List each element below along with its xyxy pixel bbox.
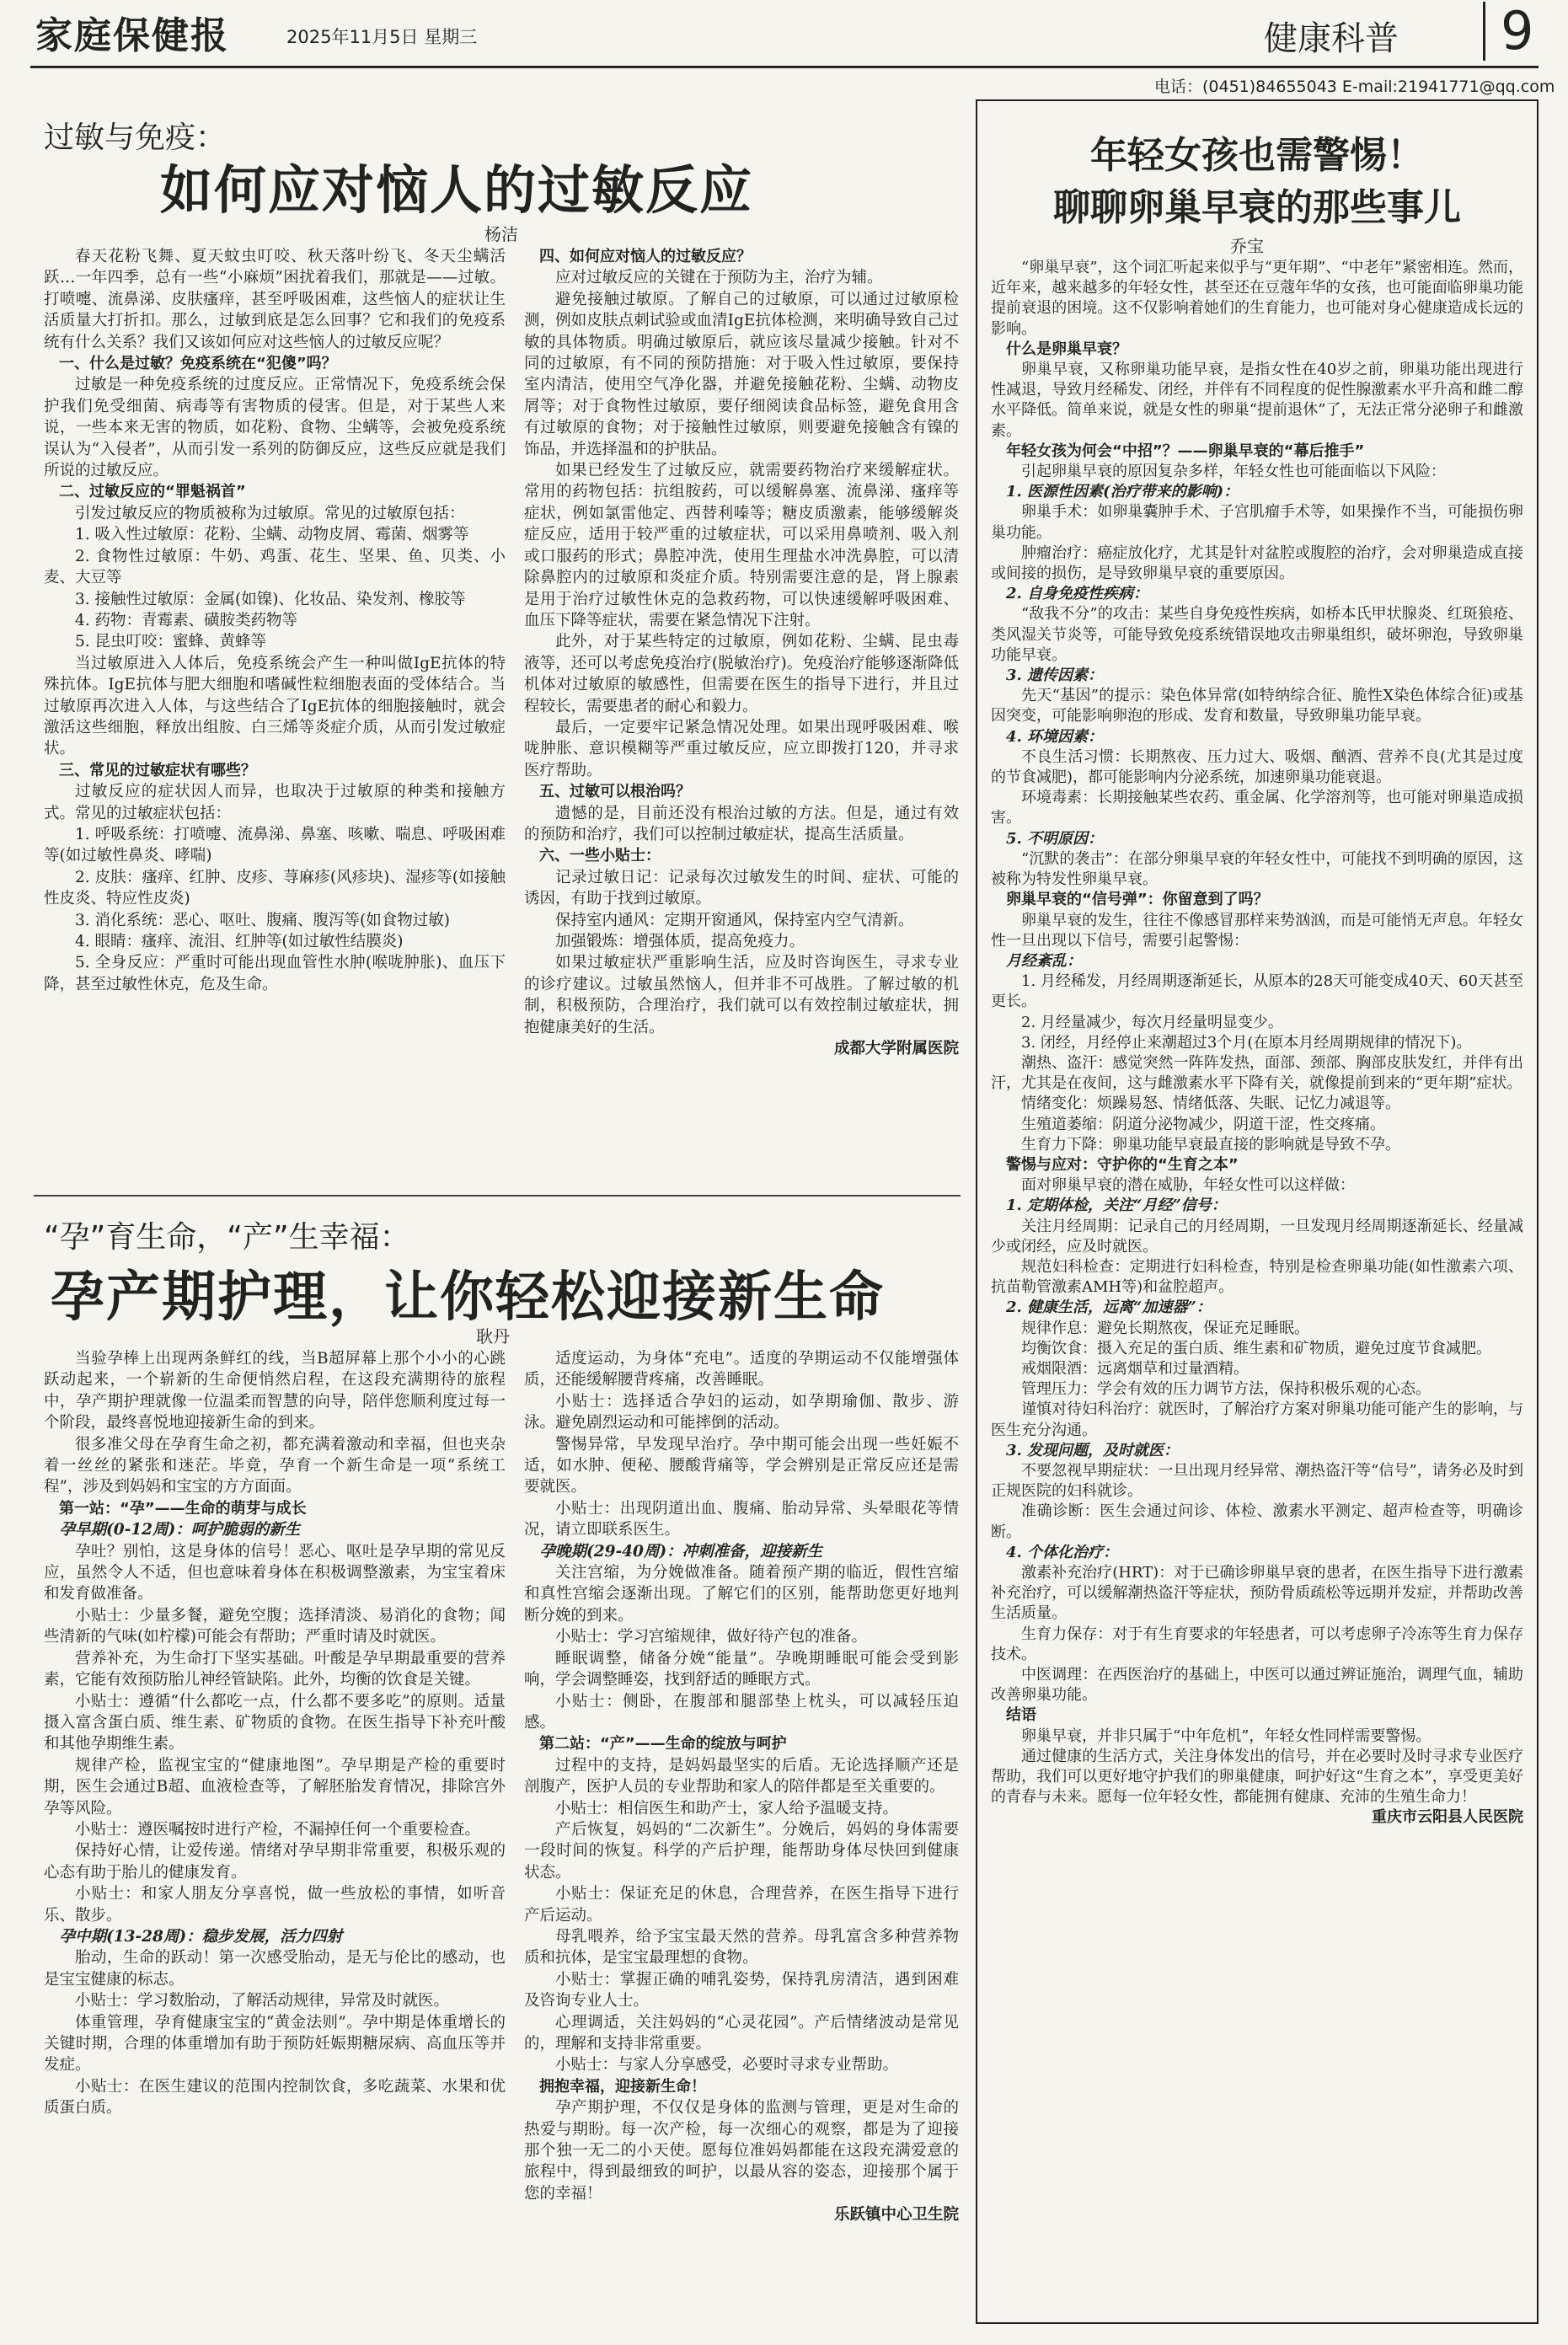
paragraph: 环境毒素：长期接触某些农药、重金属、化学溶剂等，也可能对卵巢造成损害。 xyxy=(991,789,1523,827)
paragraph: 2. 健康生活，远离“加速器”： xyxy=(1006,1298,1212,1317)
paragraph: 小贴士：与家人分享感受，必要时寻求专业帮助。 xyxy=(555,2056,899,2075)
paragraph: 小贴士：学习宫缩规律，做好待产包的准备。 xyxy=(555,1628,868,1646)
paragraph: 小贴士：出现阴道出血、腹痛、胎动异常、头晕眼花等情况，请立即联系医生。 xyxy=(524,1499,959,1539)
paragraph: 引发过敏反应的物质被称为过敏原。常见的过敏原包括： xyxy=(75,504,465,522)
paragraph: 关注月经周期：记录自己的月经周期，一旦发现月经周期逐渐延长、经量减少或闭经，应及时就医。 xyxy=(991,1217,1523,1255)
paragraph: 卵巢早衰的“信号弹”：你留意到了吗？ xyxy=(1006,891,1269,909)
paragraph: 3. 发现问题，及时就医： xyxy=(1006,1441,1180,1459)
article3-title-line1: 年轻女孩也需警惕！ xyxy=(1090,134,1424,177)
paragraph: 5. 全身反应：严重时可能出现血管性水肿(喉咙肿胀)、血压下降，甚至过敏性休克，危及生命。 xyxy=(44,954,506,993)
paragraph: 什么是卵巢早衰？ xyxy=(1006,340,1127,358)
paragraph: 2. 自身免疫性疾病： xyxy=(1006,585,1149,603)
paragraph: 当验孕棒上出现两条鲜红的线，当B超屏幕上那个小小的心跳跃动起来，一个崭新的生命便悄然启程，在这段充满期待的旅程中，孕产期护理就像一位温柔而智慧的向导，陪伴您顺利度过每一个阶段，最终喜悦地迎接新生命的到来。 xyxy=(44,1350,506,1432)
paragraph: 如果过敏症状严重影响生活，应及时咨询医生，寻求专业的诊疗建议。过敏虽然恼人，但并非不可战胜。了解过敏的机制，积极预防，合理治疗，我们就可以有效控制过敏症状，拥抱健康美好的生活。 xyxy=(524,954,959,1036)
article2-column-1 xyxy=(44,1348,506,2326)
paragraph: 面对卵巢早衰的潜在威胁，年轻女性可以这样做： xyxy=(1021,1176,1355,1195)
paragraph: 生育力保存：对于有生育要求的年轻患者，可以考虑卵子冷冻等生育力保存技术。 xyxy=(991,1625,1523,1663)
paragraph: 小贴士：选择适合孕妇的运动，如孕期瑜伽、散步、游泳。避免剧烈运动和可能摔倒的活动。 xyxy=(524,1392,959,1432)
paragraph: 孕吐？别怕，这是身体的信号！恶心、呕吐是孕早期的常见反应，虽然令人不适，但也意味着身体在积极调整激素，为宝宝着床和发育做准备。 xyxy=(44,1542,506,1603)
paragraph: 成都大学附属医院 xyxy=(833,1040,959,1058)
section-divider xyxy=(34,1195,961,1197)
paragraph: 母乳喂养，给予宝宝最天然的营养。母乳富含多种营养物质和抗体，是宝宝最理想的食物。 xyxy=(524,1927,959,1968)
paragraph: 春天花粉飞舞、夏天蚊虫叮咬、秋天落叶纷飞、冬天尘螨活跃…一年四季，总有一些“小麻烦”困扰着我们，那就是——过敏。打喷嚏、流鼻涕、皮肤瘙痒，甚至呼吸困难，这些恼人的症状让生活质量大打折扣。那么，过敏到底是怎么回事？它和我们的免疫系统有什么关系？我们又该如何应对这些恼人的过敏反应呢？ xyxy=(44,248,506,351)
paragraph: 卵巢早衰，又称卵巢功能早衰，是指女性在40岁之前，卵巢功能出现进行性减退，导致月经稀发、闭经，并伴有不同程度的促性腺激素水平升高和雌二醇水平降低。简单来说，就是女性的卵巢“提前退休”了，无法正常分泌卵子和雌激素。 xyxy=(991,361,1523,440)
paragraph: 孕产期护理，不仅仅是身体的监测与管理，更是对生命的热爱与期盼。每一次产检，每一次细心的观察，都是为了迎接那个独一无二的小天使。愿每位准妈妈都能在这段充满爱意的旅程中，得到最细致的呵护，以最从容的姿态，迎接那个属于您的幸福！ xyxy=(524,2099,959,2203)
paragraph: 生育力下降：卵巢功能早衰最直接的影响就是导致不孕。 xyxy=(1021,1135,1400,1154)
paragraph: 小贴士：保证充足的休息，合理营养，在医生指导下进行产后运动。 xyxy=(524,1885,959,1925)
paragraph: 拥抱幸福，迎接新生命！ xyxy=(539,2077,706,2096)
paragraph: 规律产检，监视宝宝的“健康地图”。孕早期是产检的重要时期，医生会通过B超、血液检查等，了解胚胎发育情况，排除宫外孕等风险。 xyxy=(44,1756,506,1818)
paragraph: 潮热、盗汗：感觉突然一阵阵发热，面部、颈部、胸部皮肤发红，并伴有出汗，尤其是在夜间，这与雌激素水平下降有关，就像提前到来的“更年期”症状。 xyxy=(991,1053,1523,1093)
article1-column-2 xyxy=(524,246,959,1183)
paragraph: 5. 不明原因： xyxy=(1006,829,1104,848)
paragraph: 四、如何应对恼人的过敏反应？ xyxy=(539,248,752,265)
paragraph: 1. 呼吸系统：打喷嚏、流鼻涕、鼻塞、咳嗽、喘息、呼吸困难等(如过敏性鼻炎、哮喘) xyxy=(44,825,506,865)
paragraph: 如果已经发生了过敏反应，就需要药物治疗来缓解症状。常用的药物包括：抗组胺药，可以缓解鼻塞、流鼻涕、瘙痒等症状，例如氯雷他定、西替利嗪等；糖皮质激素，能够缓解炎症反应，适用于较严重的过敏症状，可以采用鼻喷剂、吸入剂或口服药的形式；鼻腔冲洗，使用生理盐水冲洗鼻腔，可以清除鼻腔内的过敏原和炎症介质。特别需要注意的是，肾上腺素是用于治疗过敏性休克的急救药物，可以快速缓解呼吸困难、血压下降等症状，需要在紧急情况下注射。 xyxy=(524,462,959,629)
paragraph: 胎动，生命的跃动！第一次感受胎动，是无与伦比的感动，也是宝宝健康的标志。 xyxy=(44,1949,506,1989)
paragraph: 年轻女孩为何会“中招”？——卵巢早衰的“幕后推手” xyxy=(1006,442,1365,460)
article2-column-2 xyxy=(524,1348,959,2326)
paragraph: 生殖道萎缩：阴道分泌物减少，阴道干涩，性交疼痛。 xyxy=(1021,1115,1385,1133)
paragraph: 卵巢早衰，并非只属于“中年危机”，年轻女性同样需要警惕。 xyxy=(1021,1727,1432,1745)
paragraph: 五、过敏可以根治吗？ xyxy=(539,783,691,801)
paragraph: 警惕与应对：守护你的“生育之本” xyxy=(1006,1155,1239,1174)
paragraph: 1. 吸入性过敏原：花粉、尘螨、动物皮屑、霉菌、烟雾等 xyxy=(75,526,469,544)
paragraph: 1. 医源性因素(治疗带来的影响)： xyxy=(1006,483,1239,501)
article1-title: 如何应对恼人的过敏反应 xyxy=(160,159,754,221)
paragraph: 激素补充治疗(HRT)：对于已确诊卵巢早衰的患者，在医生指导下进行激素补充治疗，可以缓解潮热盗汗等症状，预防骨质疏松等远期并发症，并帮助改善生活质量。 xyxy=(991,1564,1523,1623)
paragraph: 应对过敏反应的关键在于预防为主，治疗为辅。 xyxy=(555,269,883,287)
paragraph: 遗憾的是，目前还没有根治过敏的方法。但是，通过有效的预防和治疗，我们可以控制过敏症状，提高生活质量。 xyxy=(524,804,959,843)
paragraph: 管理压力：学会有效的压力调节方法，保持积极乐观的心态。 xyxy=(1021,1380,1431,1399)
paragraph: 5. 昆虫叮咬：蜜蜂、黄蜂等 xyxy=(75,633,267,651)
paragraph: 谨慎对待妇科治疗：就医时，了解治疗方案对卵巢功能可能产生的影响，与医生充分沟通。 xyxy=(991,1400,1523,1439)
paragraph: 3. 接触性过敏原：金属(如镍)、化妆品、染发剂、橡胶等 xyxy=(75,590,466,608)
paragraph: 此外，对于某些特定的过敏原，例如花粉、尘螨、昆虫毒液等，还可以考虑免疫治疗(脱敏治疗)。免疫治疗能够逐渐降低机体对过敏原的敏感性，但需要在医生的指导下进行，并且过程较长，需要患者的耐心和毅力。 xyxy=(524,633,959,715)
paragraph: 孕中期(13-28周)：稳步发展，活力四射 xyxy=(59,1927,343,1946)
paragraph: 过敏是一种免疫系统的过度反应。正常情况下，免疫系统会保护我们免受细菌、病毒等有害物质的侵害。但是，对于某些人来说，一些本来无害的物质，如花粉、食物、尘螨等，会被免疫系统误认为“入侵者”，从而引发一系列的防御反应，这些反应就是我们所说的过敏反应。 xyxy=(44,376,506,480)
article3-column xyxy=(991,258,1523,2314)
paragraph: 第二站：“产”——生命的绽放与呵护 xyxy=(539,1735,787,1753)
paragraph: 通过健康的生活方式，关注身体发出的信号，并在必要时及时寻求专业医疗帮助，我们可以更好地守护我们的卵巢健康，呵护好这“生育之本”，享受更美好的青春与未来。愿每一位年轻女性，都能拥有健康、充沛的生殖生命力！ xyxy=(991,1747,1523,1807)
article3-title-line2: 聊聊卵巢早衰的那些事儿 xyxy=(1053,186,1461,229)
paragraph: 很多准父母在孕育生命之初，都充满着激动和幸福，但也夹杂着一丝丝的紧张和迷茫。毕竟，孕育一个新生命是一项“系统工程”，涉及到妈妈和宝宝的方方面面。 xyxy=(44,1435,506,1496)
paragraph: 营养补充，为生命打下坚实基础。叶酸是孕早期最重要的营养素，它能有效预防胎儿神经管缺陷。此外，均衡的饮食是关键。 xyxy=(44,1649,506,1689)
paragraph: 2. 月经量减少，每次月经量明显变少。 xyxy=(1021,1013,1283,1031)
paragraph: 2. 皮肤：瘙痒、红肿、皮疹、荨麻疹(风疹块)、湿疹等(如接触性皮炎、特应性皮炎) xyxy=(44,868,506,908)
section-title: 健康科普 xyxy=(1264,19,1399,58)
paragraph: 规范妇科检查：定期进行妇科检查，特别是检查卵巢功能(如性激素六项、抗苗勒管激素AMH等)和盆腔超声。 xyxy=(991,1257,1523,1297)
paragraph: 记录过敏日记：记录每次过敏发生的时间、症状、可能的诱因，有助于找到过敏原。 xyxy=(524,868,959,908)
paragraph: 适度运动，为身体“充电”。适度的孕期运动不仅能增强体质，还能缓解腰背疼痛，改善睡眠。 xyxy=(524,1350,959,1389)
paragraph: 2. 食物性过敏原：牛奶、鸡蛋、花生、坚果、鱼、贝类、小麦、大豆等 xyxy=(44,547,506,587)
paragraph: 均衡饮食：摄入充足的蛋白质、维生素和矿物质，避免过度节食减肥。 xyxy=(1021,1339,1491,1357)
paragraph: 小贴士：侧卧，在腹部和腿部垫上枕头，可以减轻压迫感。 xyxy=(524,1692,959,1732)
paragraph: 孕晚期(29-40周)：冲刺准备，迎接新生 xyxy=(539,1542,823,1561)
article2-kicker: “孕”育生命，“产”生幸福： xyxy=(44,1220,410,1255)
paragraph: 小贴士：在医生建议的范围内控制饮食，多吃蔬菜、水果和优质蛋白质。 xyxy=(44,2077,506,2117)
paragraph: 3. 消化系统：恶心、呕吐、腹痛、腹泻等(如食物过敏) xyxy=(75,911,450,929)
paragraph: 加强锻炼：增强体质，提高免疫力。 xyxy=(555,933,805,950)
paragraph: 保持室内通风：定期开窗通风，保持室内空气清新。 xyxy=(555,911,914,929)
paragraph: 小贴士：学习数胎动，了解活动规律，异常及时就医。 xyxy=(75,1992,450,2010)
paragraph: 三、常见的过敏症状有哪些？ xyxy=(59,761,256,779)
paragraph: 戒烟限酒：远离烟草和过量酒精。 xyxy=(1021,1359,1249,1378)
paragraph: “沉默的袭击”：在部分卵巢早衰的年轻女性中，可能找不到明确的原因，这被称为特发性卵巢早衰。 xyxy=(991,849,1523,889)
paragraph: 月经紊乱： xyxy=(1006,951,1082,970)
paragraph: 六、一些小贴士： xyxy=(539,847,661,865)
paragraph: 产后恢复，妈妈的“二次新生”。分娩后，妈妈的身体需要一段时间的恢复。科学的产后护理，能帮助身体尽快回到健康状态。 xyxy=(524,1820,959,1882)
issue-date: 2025年11月5日 星期三 xyxy=(286,27,478,47)
paragraph: 不要忽视早期症状：一旦出现月经异常、潮热盗汗等“信号”，请务必及时到正规医院的妇科就诊。 xyxy=(991,1461,1523,1501)
paragraph: 小贴士：相信医生和助产士，家人给予温暖支持。 xyxy=(555,1799,899,1818)
paragraph: 乐跃镇中心卫生院 xyxy=(833,2206,959,2225)
article2-title: 孕产期护理，让你轻松迎接新生命 xyxy=(51,1266,885,1329)
paragraph: “敌我不分”的攻击：某些自身免疫性疾病，如桥本氏甲状腺炎、红斑狼疮、类风湿关节炎等，可能导致免疫系统错误地攻击卵巢组织，破坏卵泡，导致卵巢功能早衰。 xyxy=(991,605,1523,664)
paragraph: 孕早期(0-12周)：呵护脆弱的新生 xyxy=(59,1521,301,1539)
paragraph: 卵巢手术：如卵巢囊肿手术、子宫肌瘤手术等，如果操作不当，可能损伤卵巢功能。 xyxy=(991,503,1523,542)
paragraph: 二、过敏反应的“罪魁祸首” xyxy=(59,483,246,501)
paragraph: 当过敏原进入人体后，免疫系统会产生一种叫做IgE抗体的特殊抗体。IgE抗体与肥大细胞和嗜碱性粒细胞表面的受体结合。当过敏原再次进入人体，与这些结合了IgE抗体的细胞接触时，就会激活这些细胞，释放出组胺、白三烯等炎症介质，从而引发过敏症状。 xyxy=(44,654,506,758)
paragraph: 保持好心情，让爱传递。情绪对孕早期非常重要，积极乐观的心态有助于胎儿的健康发育。 xyxy=(44,1842,506,1882)
paragraph: 4. 环境因素： xyxy=(1006,727,1104,746)
article1-author: 杨洁 xyxy=(484,224,518,244)
paragraph: 1. 月经稀发，月经周期逐渐延长，从原本的28天可能变成40天、60天甚至更长。 xyxy=(991,972,1523,1011)
paragraph: 小贴士：和家人朋友分享喜悦，做一些放松的事情，如听音乐、散步。 xyxy=(44,1885,506,1925)
paragraph: 卵巢早衰的发生，往往不像感冒那样来势汹汹，而是可能悄无声息。年轻女性一旦出现以下信号，需要引起警惕： xyxy=(991,911,1523,950)
header-rule xyxy=(30,66,1539,68)
paragraph: 4. 个体化治疗： xyxy=(1006,1543,1119,1561)
article1-kicker: 过敏与免疫： xyxy=(44,120,227,155)
contact-info: 电话：(0451)84655043 E-mail:21941771@qq.com xyxy=(1154,78,1555,96)
paragraph: 引起卵巢早衰的原因复杂多样，年轻女性也可能面临以下风险： xyxy=(1021,463,1446,481)
paragraph: 警惕异常，早发现早治疗。孕中期可能会出现一些妊娠不适，如水肿、便秘、腰酸背痛等，学会辨别是正常反应还是需要就医。 xyxy=(524,1435,959,1496)
paragraph: 小贴士：少量多餐，避免空腹；选择清淡、易消化的食物；闻些清新的气味(如柠檬)可能会有帮助；严重时请及时就医。 xyxy=(44,1606,506,1646)
paragraph: 心理调适，关注妈妈的“心灵花园”。产后情绪波动是常见的，理解和支持非常重要。 xyxy=(524,2013,959,2053)
paragraph: 关注宫缩，为分娩做准备。随着预产期的临近，假性宫缩和真性宫缩会逐渐出现。了解它们的区别，能帮助您更好地判断分娩的到来。 xyxy=(524,1564,959,1625)
article2-author: 耿丹 xyxy=(476,1326,510,1347)
paragraph: 规律作息：避免长期熬夜，保证充足睡眠。 xyxy=(1021,1319,1309,1337)
article3-author: 乔宝 xyxy=(1230,236,1264,256)
paragraph: 第一站：“孕”——生命的萌芽与成长 xyxy=(59,1499,307,1518)
paragraph: 先天“基因”的提示：染色体异常(如特纳综合征、脆性X染色体综合征)或基因突变，可能影响卵泡的形成、发育和数量，导致卵巢功能早衰。 xyxy=(991,687,1523,725)
paragraph: 3. 遗传因素： xyxy=(1006,667,1104,685)
paragraph: 3. 闭经，月经停止来潮超过3个月(在原本月经周期规律的情况下)。 xyxy=(1021,1033,1472,1052)
paragraph: 结语 xyxy=(1006,1706,1036,1725)
paragraph: 最后，一定要牢记紧急情况处理。如果出现呼吸困难、喉咙肿胀、意识模糊等严重过敏反应，应立即拨打120，并寻求医疗帮助。 xyxy=(524,718,959,779)
paper-name: 家庭保健报 xyxy=(35,14,229,57)
paragraph: 过程中的支持，是妈妈最坚实的后盾。无论选择顺产还是剖腹产，医护人员的专业帮助和家人的陪伴都是至关重要的。 xyxy=(524,1756,959,1796)
paragraph: 睡眠调整，储备分娩“能量”。孕晚期睡眠可能会受到影响，学会调整睡姿，找到舒适的睡眠方式。 xyxy=(524,1649,959,1689)
paragraph: 体重管理，孕育健康宝宝的“黄金法则”。孕中期是体重增长的关键时期，合理的体重增加有助于预防妊娠期糖尿病、高血压等并发症。 xyxy=(44,2013,506,2075)
page-number: 9 xyxy=(1483,2,1533,61)
paragraph: 重庆市云阳县人民医院 xyxy=(1372,1808,1523,1827)
paragraph: 肿瘤治疗：癌症放化疗，尤其是针对盆腔或腹腔的治疗，会对卵巢造成直接或间接的损伤，是导致卵巢早衰的重要原因。 xyxy=(991,543,1523,583)
paragraph: 4. 眼睛：瘙痒、流泪、红肿等(如过敏性结膜炎) xyxy=(75,933,404,950)
paragraph: 4. 药物：青霉素、磺胺类药物等 xyxy=(75,611,298,629)
paragraph: 情绪变化：烦躁易怒、情绪低落、失眠、记忆力减退等。 xyxy=(1021,1095,1400,1113)
article1-column-1 xyxy=(44,246,506,1183)
paragraph: 小贴士：遵医嘱按时进行产检，不漏掉任何一个重要检查。 xyxy=(75,1820,481,1839)
paragraph: 不良生活习惯：长期熬夜、压力过大、吸烟、酗酒、营养不良(尤其是过度的节食减肥)，都可能影响内分泌系统，加速卵巢功能衰退。 xyxy=(991,747,1523,787)
paragraph: 过敏反应的症状因人而异，也取决于过敏原的种类和接触方式。常见的过敏症状包括： xyxy=(44,783,506,822)
paragraph: 小贴士：遵循“什么都吃一点，什么都不要多吃”的原则。适量摄入富含蛋白质、维生素、矿物质的食物。在医生指导下补充叶酸和其他孕期维生素。 xyxy=(44,1692,506,1753)
paragraph: 小贴士：掌握正确的哺乳姿势，保持乳房清洁，遇到困难及咨询专业人士。 xyxy=(524,1970,959,2010)
paragraph: 中医调理：在西医治疗的基础上，中医可以通过辨证施治，调理气血，辅助改善卵巢功能。 xyxy=(991,1666,1523,1705)
paragraph: “卵巢早衰”，这个词汇听起来似乎与“更年期”、“中老年”紧密相连。然而，近年来，越来越多的年轻女性，甚至还在豆蔻年华的女孩，也可能面临卵巢功能提前衰退的困境。这不仅影响着她们的生育能力，也可能对身心健康造成长远的影响。 xyxy=(991,259,1523,338)
paragraph: 1. 定期体检，关注“月经”信号： xyxy=(1006,1197,1227,1215)
paragraph: 避免接触过敏原。了解自己的过敏原，可以通过过敏原检测，例如皮肤点刺试验或血清IgE抗体检测，来明确导致自己过敏的具体物质。明确过敏原后，就应该尽量减少接触。针对不同的过敏原，有不同的预防措施：对于吸入性过敏原，要保持室内清洁，使用空气净化器，并避免接触花粉、尘螨、动物皮屑等；对于食物性过敏原，要仔细阅读食品标签，避免食用含有过敏原的食物；对于接触性过敏原，则要避免接触含有镍的饰品，并选择温和的护肤品。 xyxy=(524,290,959,458)
paragraph: 一、什么是过敏？免疫系统在“犯傻”吗？ xyxy=(59,355,337,373)
paragraph: 准确诊断：医生会通过问诊、体检、激素水平测定、超声检查等，明确诊断。 xyxy=(991,1502,1523,1541)
